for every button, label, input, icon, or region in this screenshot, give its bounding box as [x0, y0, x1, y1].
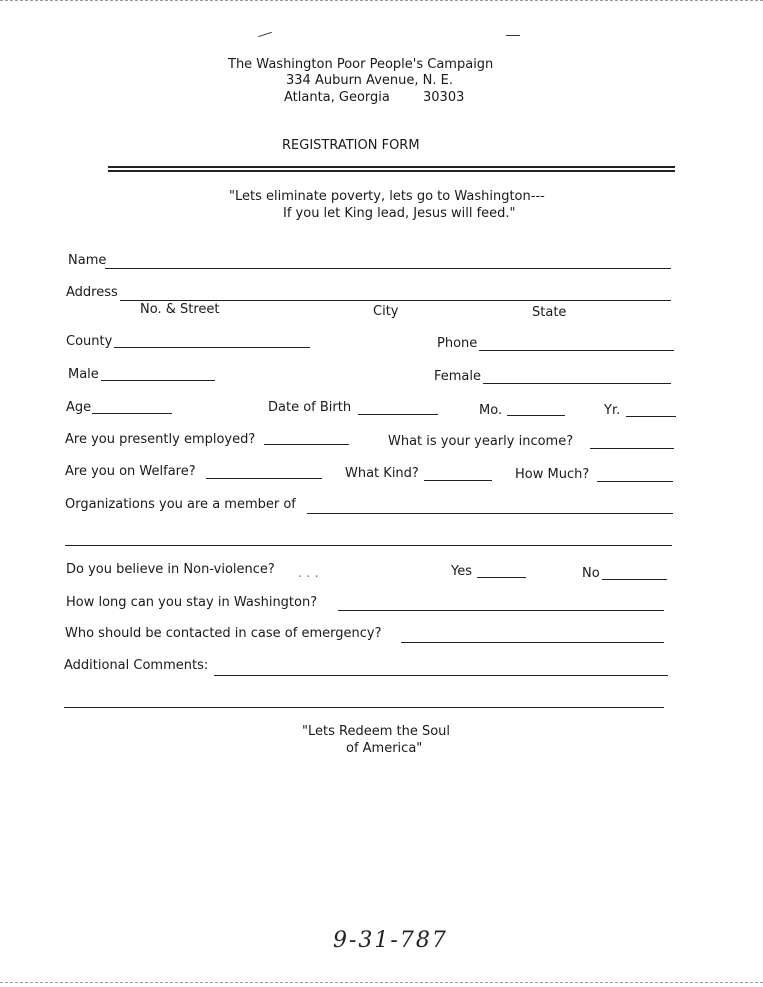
welfare-label: Are you on Welfare?	[65, 464, 196, 479]
handwritten-file-number: 9-31-787	[333, 928, 448, 953]
top-mark-right	[506, 35, 520, 36]
address-state-caption: State	[532, 305, 567, 320]
how-much-label: How Much?	[515, 467, 590, 482]
female-label: Female	[434, 369, 482, 384]
phone-label: Phone	[437, 336, 478, 351]
nonviolence-label: Do you believe in Non-violence?	[66, 562, 275, 577]
address-field[interactable]	[120, 300, 671, 301]
address-city-caption: City	[373, 304, 399, 319]
age-field[interactable]	[92, 413, 172, 414]
employed-field[interactable]	[264, 444, 349, 445]
top-mark-left	[258, 32, 272, 37]
employed-label: Are you presently employed?	[65, 432, 256, 447]
income-label: What is your yearly income?	[388, 434, 574, 449]
nonviolence-dots: . . .	[298, 566, 319, 581]
quote-top-line2: If you let King lead, Jesus will feed."	[283, 206, 516, 221]
year-field[interactable]	[626, 416, 676, 417]
organizations-field[interactable]	[307, 513, 673, 514]
stay-field[interactable]	[338, 610, 664, 611]
how-much-field[interactable]	[597, 481, 673, 482]
org-name: The Washington Poor People's Campaign	[228, 57, 494, 72]
organizations-field-line2[interactable]	[65, 545, 672, 546]
year-label: Yr.	[604, 403, 621, 418]
address-label: Address	[66, 285, 118, 300]
org-city: Atlanta, Georgia	[284, 90, 390, 105]
top-edge-border	[0, 0, 763, 4]
no-label: No	[582, 566, 600, 581]
quote-bottom-line1: "Lets Redeem the Soul	[302, 724, 451, 739]
emergency-field[interactable]	[401, 642, 664, 643]
name-field[interactable]	[105, 268, 671, 269]
quote-bottom-line2: of America"	[346, 741, 423, 756]
age-label: Age	[66, 400, 92, 415]
welfare-field[interactable]	[206, 478, 322, 479]
comments-field[interactable]	[214, 675, 668, 676]
header-rule-1	[108, 166, 675, 168]
no-field[interactable]	[602, 579, 667, 580]
male-field[interactable]	[101, 380, 215, 381]
emergency-label: Who should be contacted in case of emergency?	[65, 626, 382, 641]
form-title: REGISTRATION FORM	[282, 138, 420, 153]
dob-label: Date of Birth	[268, 400, 352, 415]
dob-field[interactable]	[358, 414, 438, 415]
yes-label: Yes	[451, 564, 472, 579]
income-field[interactable]	[590, 448, 674, 449]
month-field[interactable]	[507, 415, 565, 416]
org-zip: 30303	[423, 90, 465, 105]
county-field[interactable]	[114, 347, 310, 348]
quote-top-line1: "Lets eliminate poverty, lets go to Washington---	[229, 189, 545, 204]
organizations-label: Organizations you are a member of	[65, 497, 296, 512]
month-label: Mo.	[479, 403, 503, 418]
yes-field[interactable]	[477, 577, 526, 578]
what-kind-label: What Kind?	[345, 466, 419, 481]
county-label: County	[66, 334, 113, 349]
phone-field[interactable]	[479, 350, 674, 351]
stay-label: How long can you stay in Washington?	[66, 595, 318, 610]
bottom-edge-border	[0, 982, 763, 986]
comments-field-line2[interactable]	[64, 707, 664, 708]
male-label: Male	[68, 367, 99, 382]
header-rule-2	[108, 170, 675, 172]
name-label: Name	[68, 253, 107, 268]
comments-label: Additional Comments:	[64, 658, 209, 673]
address-no-street-caption: No. & Street	[140, 302, 220, 317]
org-street: 334 Auburn Avenue, N. E.	[286, 73, 453, 88]
female-field[interactable]	[483, 383, 671, 384]
what-kind-field[interactable]	[424, 480, 492, 481]
